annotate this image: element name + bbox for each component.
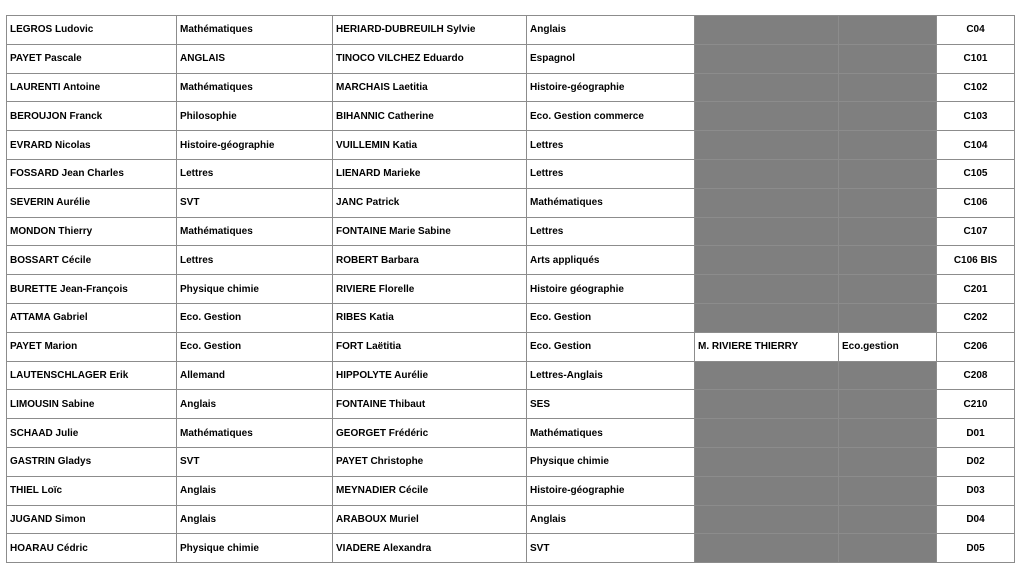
teacher-1-subject-cell: Mathématiques <box>177 16 333 45</box>
table-row <box>7 447 1015 476</box>
assignment-table <box>6 15 1015 563</box>
teacher-2-subject-cell: Histoire-géographie <box>527 73 695 102</box>
teacher-1-subject-cell: Mathématiques <box>177 419 333 448</box>
teacher-1-name-cell: LAURENTI Antoine <box>7 73 177 102</box>
room-code-cell: D05 <box>937 534 1015 563</box>
teacher-3-name-cell <box>695 505 839 534</box>
room-code-cell: C101 <box>937 44 1015 73</box>
teacher-3-subject-cell <box>839 447 937 476</box>
teacher-2-name-cell: HERIARD-DUBREUILH Sylvie <box>333 16 527 45</box>
teacher-1-name-cell: BEROUJON Franck <box>7 102 177 131</box>
teacher-1-subject-cell: Physique chimie <box>177 275 333 304</box>
teacher-2-subject-cell: Eco. Gestion <box>527 303 695 332</box>
room-code-cell: D02 <box>937 447 1015 476</box>
teacher-3-name-cell <box>695 131 839 160</box>
teacher-3-subject-cell <box>839 159 937 188</box>
teacher-3-name-cell <box>695 217 839 246</box>
teacher-1-subject-cell: SVT <box>177 447 333 476</box>
teacher-1-name-cell: THIEL Loïc <box>7 476 177 505</box>
teacher-1-subject-cell: Mathématiques <box>177 217 333 246</box>
teacher-2-subject-cell: Eco. Gestion <box>527 332 695 361</box>
teacher-2-name-cell: GEORGET Frédéric <box>333 419 527 448</box>
teacher-2-subject-cell: Mathématiques <box>527 419 695 448</box>
teacher-2-subject-cell: Anglais <box>527 16 695 45</box>
teacher-1-subject-cell: Physique chimie <box>177 534 333 563</box>
teacher-2-subject-cell: SVT <box>527 534 695 563</box>
teacher-3-subject-cell <box>839 188 937 217</box>
room-code-cell: D01 <box>937 419 1015 448</box>
teacher-2-subject-cell: Anglais <box>527 505 695 534</box>
teacher-3-name-cell <box>695 390 839 419</box>
teacher-2-subject-cell: Histoire-géographie <box>527 476 695 505</box>
room-code-cell: C106 <box>937 188 1015 217</box>
table-row <box>7 419 1015 448</box>
teacher-2-subject-cell: Espagnol <box>527 44 695 73</box>
teacher-1-name-cell: ATTAMA Gabriel <box>7 303 177 332</box>
table-row <box>7 188 1015 217</box>
teacher-1-subject-cell: Histoire-géographie <box>177 131 333 160</box>
table-row <box>7 131 1015 160</box>
teacher-1-subject-cell: Mathématiques <box>177 73 333 102</box>
table-row <box>7 275 1015 304</box>
teacher-3-name-cell <box>695 246 839 275</box>
teacher-2-name-cell: VIADERE Alexandra <box>333 534 527 563</box>
teacher-1-name-cell: FOSSARD Jean Charles <box>7 159 177 188</box>
teacher-2-subject-cell: Lettres <box>527 217 695 246</box>
teacher-2-name-cell: VUILLEMIN Katia <box>333 131 527 160</box>
room-code-cell: C206 <box>937 332 1015 361</box>
teacher-1-name-cell: LAUTENSCHLAGER Erik <box>7 361 177 390</box>
teacher-3-name-cell <box>695 44 839 73</box>
teacher-3-subject-cell <box>839 131 937 160</box>
teacher-1-name-cell: SCHAAD Julie <box>7 419 177 448</box>
teacher-2-name-cell: FONTAINE Thibaut <box>333 390 527 419</box>
teacher-2-subject-cell: SES <box>527 390 695 419</box>
table-row <box>7 217 1015 246</box>
teacher-2-name-cell: FONTAINE Marie Sabine <box>333 217 527 246</box>
teacher-1-subject-cell: Philosophie <box>177 102 333 131</box>
teacher-3-name-cell <box>695 534 839 563</box>
table-row <box>7 102 1015 131</box>
teacher-2-name-cell: RIBES Katia <box>333 303 527 332</box>
teacher-1-subject-cell: ANGLAIS <box>177 44 333 73</box>
room-code-cell: C208 <box>937 361 1015 390</box>
teacher-3-subject-cell <box>839 275 937 304</box>
table-row <box>7 361 1015 390</box>
teacher-3-subject-cell <box>839 217 937 246</box>
teacher-3-subject-cell <box>839 390 937 419</box>
teacher-3-subject-cell <box>839 102 937 131</box>
table-row <box>7 73 1015 102</box>
teacher-3-name-cell <box>695 361 839 390</box>
teacher-2-subject-cell: Lettres <box>527 131 695 160</box>
teacher-3-name-cell <box>695 188 839 217</box>
teacher-2-subject-cell: Mathématiques <box>527 188 695 217</box>
teacher-1-subject-cell: Anglais <box>177 390 333 419</box>
teacher-1-subject-cell: Anglais <box>177 505 333 534</box>
teacher-2-name-cell: LIENARD Marieke <box>333 159 527 188</box>
teacher-2-name-cell: RIVIERE Florelle <box>333 275 527 304</box>
teacher-1-subject-cell: Allemand <box>177 361 333 390</box>
teacher-3-name-cell <box>695 16 839 45</box>
table-body <box>7 16 1015 563</box>
table-row <box>7 44 1015 73</box>
teacher-1-name-cell: MONDON Thierry <box>7 217 177 246</box>
room-code-cell: D04 <box>937 505 1015 534</box>
teacher-3-name-cell <box>695 447 839 476</box>
teacher-2-name-cell: ROBERT Barbara <box>333 246 527 275</box>
teacher-1-subject-cell: Eco. Gestion <box>177 303 333 332</box>
teacher-3-subject-cell <box>839 44 937 73</box>
teacher-3-name-cell <box>695 303 839 332</box>
teacher-3-name-cell <box>695 419 839 448</box>
teacher-3-name-cell: M. RIVIERE THIERRY <box>695 332 839 361</box>
teacher-1-name-cell: SEVERIN Aurélie <box>7 188 177 217</box>
table-row <box>7 534 1015 563</box>
teacher-2-name-cell: MEYNADIER Cécile <box>333 476 527 505</box>
room-code-cell: C202 <box>937 303 1015 332</box>
teacher-1-subject-cell: Lettres <box>177 246 333 275</box>
teacher-1-subject-cell: Lettres <box>177 159 333 188</box>
table-row <box>7 246 1015 275</box>
teacher-3-name-cell <box>695 73 839 102</box>
teacher-3-subject-cell <box>839 419 937 448</box>
room-code-cell: C106 BIS <box>937 246 1015 275</box>
teacher-3-subject-cell <box>839 476 937 505</box>
room-code-cell: C04 <box>937 16 1015 45</box>
teacher-3-name-cell <box>695 159 839 188</box>
teacher-3-subject-cell <box>839 16 937 45</box>
teacher-1-name-cell: LEGROS Ludovic <box>7 16 177 45</box>
room-code-cell: C103 <box>937 102 1015 131</box>
teacher-1-name-cell: JUGAND Simon <box>7 505 177 534</box>
teacher-2-subject-cell: Physique chimie <box>527 447 695 476</box>
teacher-2-subject-cell: Eco. Gestion commerce <box>527 102 695 131</box>
teacher-1-name-cell: HOARAU Cédric <box>7 534 177 563</box>
room-code-cell: C107 <box>937 217 1015 246</box>
teacher-3-name-cell <box>695 102 839 131</box>
teacher-3-subject-cell <box>839 505 937 534</box>
teacher-1-name-cell: EVRARD Nicolas <box>7 131 177 160</box>
teacher-2-name-cell: MARCHAIS Laetitia <box>333 73 527 102</box>
room-code-cell: D03 <box>937 476 1015 505</box>
teacher-3-subject-cell: Eco.gestion <box>839 332 937 361</box>
table-row <box>7 505 1015 534</box>
teacher-1-name-cell: BURETTE Jean-François <box>7 275 177 304</box>
teacher-1-subject-cell: Eco. Gestion <box>177 332 333 361</box>
teacher-1-name-cell: LIMOUSIN Sabine <box>7 390 177 419</box>
room-code-cell: C102 <box>937 73 1015 102</box>
room-code-cell: C201 <box>937 275 1015 304</box>
table-row <box>7 159 1015 188</box>
teacher-2-subject-cell: Arts appliqués <box>527 246 695 275</box>
teacher-1-subject-cell: SVT <box>177 188 333 217</box>
room-code-cell: C105 <box>937 159 1015 188</box>
teacher-3-subject-cell <box>839 246 937 275</box>
teacher-3-subject-cell <box>839 534 937 563</box>
teacher-1-name-cell: BOSSART Cécile <box>7 246 177 275</box>
teacher-2-subject-cell: Lettres <box>527 159 695 188</box>
table-row <box>7 390 1015 419</box>
teacher-2-subject-cell: Lettres-Anglais <box>527 361 695 390</box>
room-code-cell: C210 <box>937 390 1015 419</box>
teacher-3-name-cell <box>695 476 839 505</box>
table-row <box>7 303 1015 332</box>
teacher-3-subject-cell <box>839 303 937 332</box>
teacher-2-name-cell: ARABOUX Muriel <box>333 505 527 534</box>
table-row <box>7 476 1015 505</box>
teacher-2-name-cell: PAYET Christophe <box>333 447 527 476</box>
teacher-2-name-cell: HIPPOLYTE Aurélie <box>333 361 527 390</box>
room-code-cell: C104 <box>937 131 1015 160</box>
teacher-3-subject-cell <box>839 73 937 102</box>
teacher-1-name-cell: GASTRIN Gladys <box>7 447 177 476</box>
teacher-1-name-cell: PAYET Pascale <box>7 44 177 73</box>
teacher-3-subject-cell <box>839 361 937 390</box>
table-row <box>7 16 1015 45</box>
teacher-2-name-cell: JANC Patrick <box>333 188 527 217</box>
table-row <box>7 332 1015 361</box>
teacher-3-name-cell <box>695 275 839 304</box>
teacher-2-name-cell: BIHANNIC Catherine <box>333 102 527 131</box>
teacher-2-name-cell: TINOCO VILCHEZ Eduardo <box>333 44 527 73</box>
teacher-2-subject-cell: Histoire géographie <box>527 275 695 304</box>
teacher-2-name-cell: FORT Laëtitia <box>333 332 527 361</box>
teacher-1-subject-cell: Anglais <box>177 476 333 505</box>
teacher-1-name-cell: PAYET Marion <box>7 332 177 361</box>
